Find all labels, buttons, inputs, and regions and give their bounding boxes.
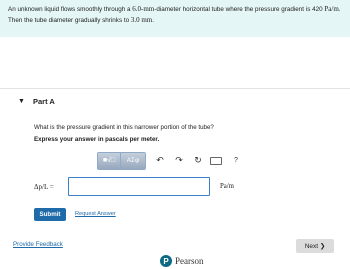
templates-button[interactable]: ■√□: [98, 153, 121, 169]
greek-symbols-button[interactable]: ΑΣφ: [121, 153, 145, 169]
math-toolbar: [97, 152, 241, 169]
problem-text: -diameter horizontal tube where the pressure gradient is 420: [154, 6, 325, 13]
question-text: What is the pressure gradient in this narrower portion of the tube?: [34, 124, 214, 131]
problem-text: An unknown liquid flows smoothly through a: [8, 6, 133, 13]
section-divider: [0, 88, 350, 89]
part-collapse-toggle[interactable]: ▼: [18, 98, 25, 105]
tube-diameter: 6.0-mm: [132, 5, 155, 13]
gradient-unit: Pa/m: [324, 5, 339, 13]
answer-unit: Pa/m: [220, 183, 234, 190]
pearson-logo: [160, 255, 204, 267]
redo-icon[interactable]: ↷: [175, 155, 183, 165]
problem-text: .: [338, 6, 341, 13]
submit-button[interactable]: Submit: [34, 208, 66, 221]
provide-feedback-link[interactable]: Provide Feedback: [13, 241, 63, 248]
problem-statement: [0, 0, 350, 37]
undo-icon[interactable]: ↶: [156, 155, 164, 165]
reset-icon[interactable]: ↻: [194, 155, 202, 165]
problem-line-1: [8, 4, 342, 15]
answer-instruction: Express your answer in pascals per meter.: [34, 136, 160, 143]
pearson-brand-name: Pearson: [175, 256, 204, 266]
keyboard-icon[interactable]: [210, 157, 222, 165]
problem-text: Then the tube diameter gradually shrinks to: [8, 17, 131, 24]
next-button[interactable]: Next ❯: [296, 239, 334, 253]
answer-label: Δp/L =: [34, 183, 54, 191]
new-tube-diameter: 3.0 mm: [130, 16, 153, 24]
problem-line-2: [8, 15, 342, 26]
problem-text: .: [152, 17, 154, 24]
request-answer-link[interactable]: Request Answer: [75, 211, 116, 217]
help-icon[interactable]: ?: [234, 157, 238, 164]
pearson-logo-icon: P: [160, 255, 172, 267]
part-title[interactable]: Part A: [33, 97, 55, 106]
toolbar-palette-group: [97, 152, 146, 170]
answer-input[interactable]: [68, 177, 210, 196]
